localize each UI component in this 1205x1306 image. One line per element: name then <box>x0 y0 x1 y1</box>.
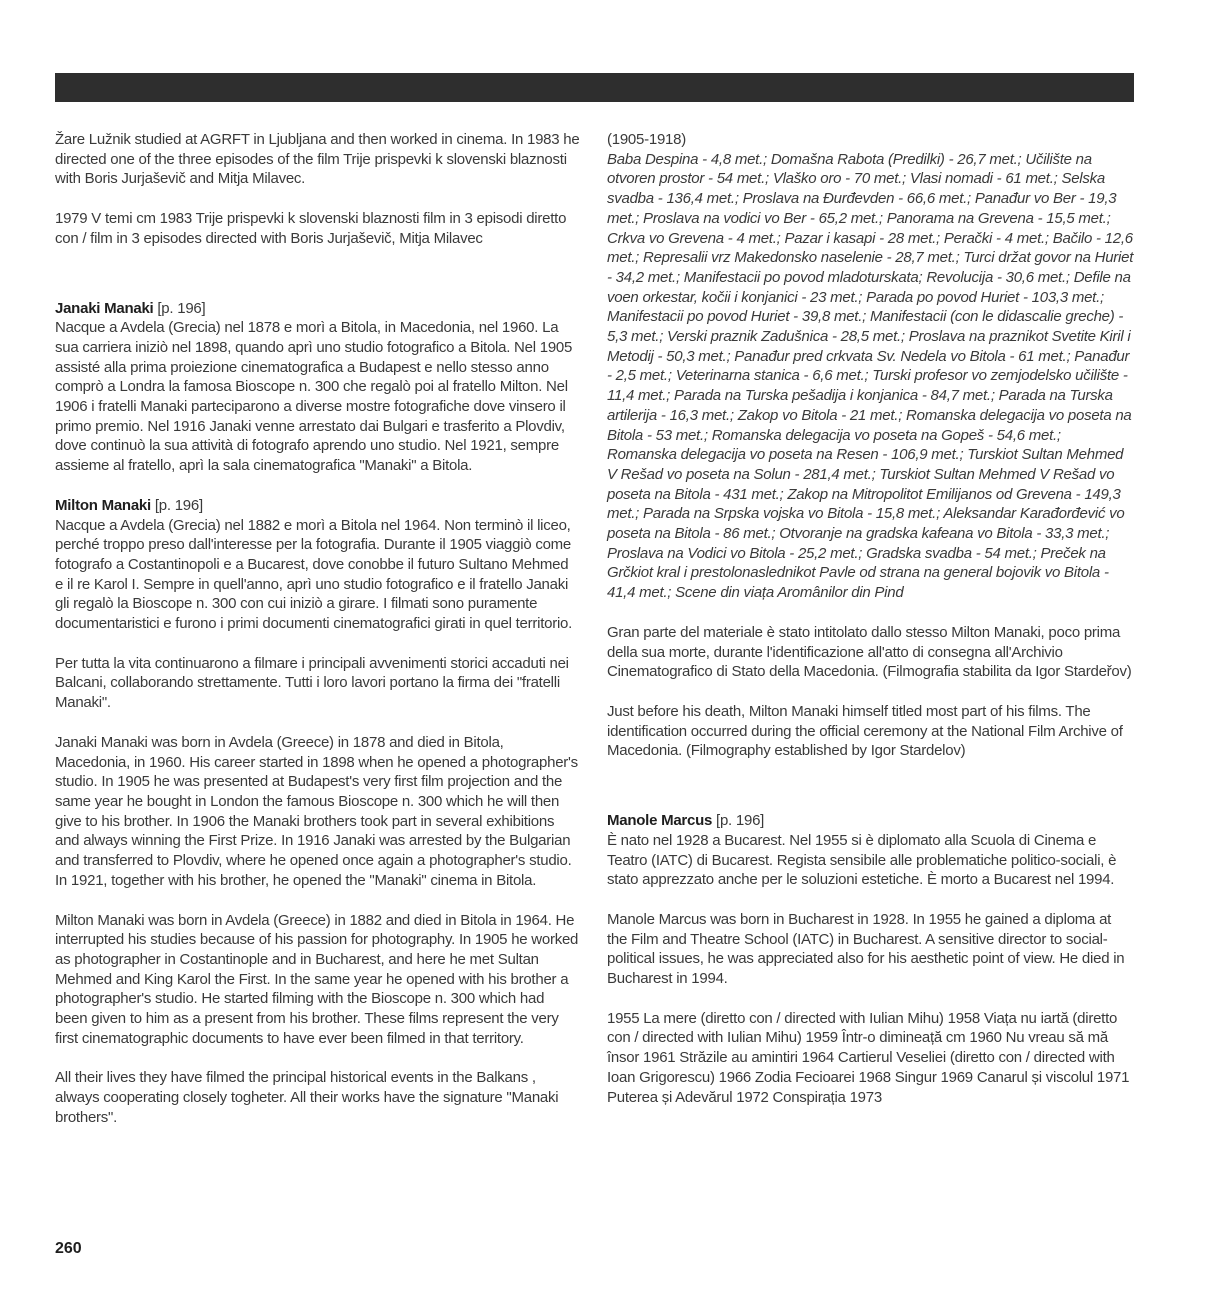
manole-marcus-page-ref: [p. 196] <box>716 812 765 830</box>
filmography-note-it: Gran parte del materiale è stato intitolato dallo stesso Milton Manaki, poco prima della sua morte, durante l'identificazione all'atto di consegna all'Archivio Cinematografico di Stato della Macedonia. (Filmografia stabilita da Igor Stardeřov) <box>607 623 1132 681</box>
page-number: 260 <box>55 1240 82 1257</box>
zare-luznik-bio: Žare Lužnik studied at AGRFT in Ljubljana and then worked in cinema. In 1983 he directed one of the three episodes of the film Trije prispevki k slovenski blaznosti with Boris Jurjaševič and Mitja Milavec. <box>55 131 580 188</box>
janaki-manaki-bio-it: Nacque a Avdela (Grecia) nel 1878 e morì a Bitola, in Macedonia, nel 1960. La sua carriera iniziò nel 1898, quando aprì uno studio fotografico a Bitola. Nel 1905 assisté alla prima proiezione cinematografica a Budapest e nello stesso anno comprò a Londra la famosa Bioscope n. 300 che regalò poi al fratello Milton. Nel 1906 i fratelli Manaki parteciparono a diverse mostre fotografiche dove vinsero il primo premio. Nel 1916 Janaki venne arrestato dai Bulgari e trasferito a Plovdiv, dove continuò la sua attività di fotografo aprendo uno studio. Nel 1921, sempre assieme al fratello, aprì la sala cinematografica "Manaki" a Bitola. <box>55 319 573 475</box>
manole-marcus-bio-it: È nato nel 1928 a Bucarest. Nel 1955 si è diplomato alla Scuola di Cinema e Teatro (IATC) di Bucarest. Regista sensibile alle problematiche politico-sociali, è stato apprezzato anche per le soluzioni estetiche. È morto a Bucarest nel 1994. <box>607 831 1117 889</box>
header-bar <box>55 73 1134 102</box>
milton-manaki-bio-it: Nacque a Avdela (Grecia) nel 1882 e morì a Bitola nel 1964. Non terminò il liceo, perché troppo preso dall'interesse per la fotografia. Durante il 1905 viaggiò come fotografo a Costantinopoli e a Bucarest, dove conobbe il futuro Sultano Mehmed e il re Karol I. Sempre in quell'anno, aprì uno studio fotografico e il fratello Janaki gli regalò la Bioscope n. 300 con cui iniziò a girare. I filmati sono puramente documentaristici e furono i primi documenti cinematografici girati in quel territorio. <box>55 516 573 633</box>
manaki-brothers-en: All their lives they have filmed the principal historical events in the Balkans , always cooperating closely togheter. All their works have the signature "Manaki brothers". <box>55 1069 559 1126</box>
janaki-manaki-bio-en: Janaki Manaki was born in Avdela (Greece) in 1878 and died in Bitola, Macedonia, in 1960. His career started in 1898 when he opened a photographer's studio. In 1905 he was presented at Budapest's very first film projection and the same year he bought in London the famous Bioscope n. 300 which he will then give to his brother. In 1906 the Manaki brothers took part in several exhibitions and always winning the First Prize. In 1916 Janaki was arrested by the Bulgarian and transferred to Plovdiv, where he opened once again a photographer's studio. In 1921, together with his brother, he opened the "Manaki" cinema in Bitola. <box>55 733 578 889</box>
manaki-brothers-it: Per tutta la vita continuarono a filmare i principali avvenimenti storici accaduti nei Balcani, collaborando strettamente. Tutti i loro lavori portano la firma dei "fratelli Manaki". <box>55 654 569 712</box>
zare-luznik-filmography: 1979 V temi cm 1983 Trije prispevki k slovenski blaznosti film in 3 episodi diretto con / film in 3 episodes directed with Boris Jurjaševič, Mitja Milavec <box>55 210 567 247</box>
manaki-filmography-period: (1905-1918) <box>607 131 686 148</box>
manole-marcus-name: Manole Marcus <box>607 812 713 830</box>
janaki-manaki-name: Janaki Manaki <box>55 299 154 317</box>
filmography-note-en: Just before his death, Milton Manaki himself titled most part of his films. The identification occurred during the official ceremony at the National Film Archive of Macedonia. (Filmography established by Igor Stardelov) <box>607 702 1123 760</box>
left-column <box>55 130 580 1128</box>
milton-manaki-page-ref: [p. 196] <box>154 496 203 514</box>
manole-marcus-bio-en: Manole Marcus was born in Bucharest in 1928. In 1955 he gained a diploma at the Film and Theatre School (IATC) in Bucharest. A sensitive director to social-political issues, he was appreciated also for his aesthetic point of view. He died in Bucharest in 1994. <box>607 910 1125 988</box>
manole-marcus-heading <box>607 811 1134 831</box>
milton-manaki-heading <box>55 496 580 516</box>
janaki-manaki-page-ref: [p. 196] <box>157 299 206 317</box>
manaki-filmography: Baba Despina - 4,8 met.; Domašna Rabota (Predilki) - 26,7 met.; Učilište na otvoren prostor - 54 met.; Vlaško oro - 70 met.; Vlasi nomadi - 61 met.; Selska svadba - 136,4 met.; Proslava na Đurđevden - 66,6 met.; Panađur vo Ber - 19,3 met.; Proslava na vodici vo Ber - 65,2 met.; Panorama na Grevena - 15,5 met.; Crkva vo Grevena - 4 met.; Pazar i kasapi - 28 met.; Perački - 4 met.; Bačilo - 12,6 met.; Represalii vrz Makedonsko naselenie - 28,7 met.; Turci držat govor na Huriet - 34,2 met.; Manifestacii po povod mladoturskata; Revolucija - 30,6 met.; Defile na voen orkestar, kočii i konjanici - 23 met.; Parada po povod Huriet - 103,3 met.; Manifestacii po povod Huriet - 39,8 met.; Manifestacii (con le didascalie greche) - 5,3 met.; Verski praznik Zadušnica - 28,5 met.; Proslava na praznikot Svetite Kiril i Metodij - 50,3 met.; Panađur pred crkvata Sv. Nedela vo Bitola - 61 met.; Panađur - 2,5 met.; Veterinarna stanica - 6,6 met.; Turski profesor vo zemjodelsko učilište - 11,4 met.; Parada na Turska pešadija i konjanica - 84,7 met.; Parada na Turska artilerija - 16,3 met.; Zakop vo Bitola - 21 met.; Romanska delegacija vo poseta na Bitola - 53 met.; Romanska delegacija vo poseta na Gopeš - 54,6 met.; Romanska delegacija vo poseta na Resen - 106,9 met.; Turskiot Sultan Mehmed V Rešad vo poseta na Solun - 281,4 met.; Turskiot Sultan Mehmed V Rešad vo poseta na Bitola - 431 met.; Zakop na Mitropolitot Emilijanos od Grevena - 149,3 met.; Parada na Srpska vojska vo Bitola - 15,8 met.; Aleksandar Karađorđević vo poseta na Bitola - 86 met.; Otvoranje na gradska kafeana vo Bitola - 33,3 met.; Proslava na Vodici vo Bitola - 25,2 met.; Gradska svadba - 54 met.; Preček na Grčkiot kral i prestolonaslednikot Pavle od strana na general bojovik vo Bitola - 41,4 met.; Scene din viața Aromânilor din Pind <box>607 150 1134 602</box>
milton-manaki-name: Milton Manaki <box>55 496 151 514</box>
right-column <box>607 130 1134 1107</box>
manole-marcus-filmography: 1955 La mere (diretto con / directed with Iulian Mihu) 1958 Viața nu iartă (diretto con / directed with Iulian Mihu) 1959 Într-o dimineață cm 1960 Nu vreau să mă însor 1961 Străzile au amintiri 1964 Cartierul Veseliei (diretto con / directed with Ioan Grigorescu) 1966 Zodia Fecioarei 1968 Singur 1969 Canarul și viscolul 1971 Puterea și Adevărul 1972 Conspirația 1973 <box>607 1009 1130 1106</box>
janaki-manaki-heading <box>55 299 580 319</box>
milton-manaki-bio-en: Milton Manaki was born in Avdela (Greece) in 1882 and died in Bitola in 1964. He interrupted his studies because of his passion for photography. In 1905 he worked as photographer in Costantinople and in Bucharest, and here he met Sultan Mehmed and King Karol the First. In the same year he opened with his brother a photographer's studio. He started filming with the Bioscope n. 300 which had been given to him as a present from his brother. These films represent the very first cinematographic documents to have ever been filmed in that territory. <box>55 911 579 1047</box>
